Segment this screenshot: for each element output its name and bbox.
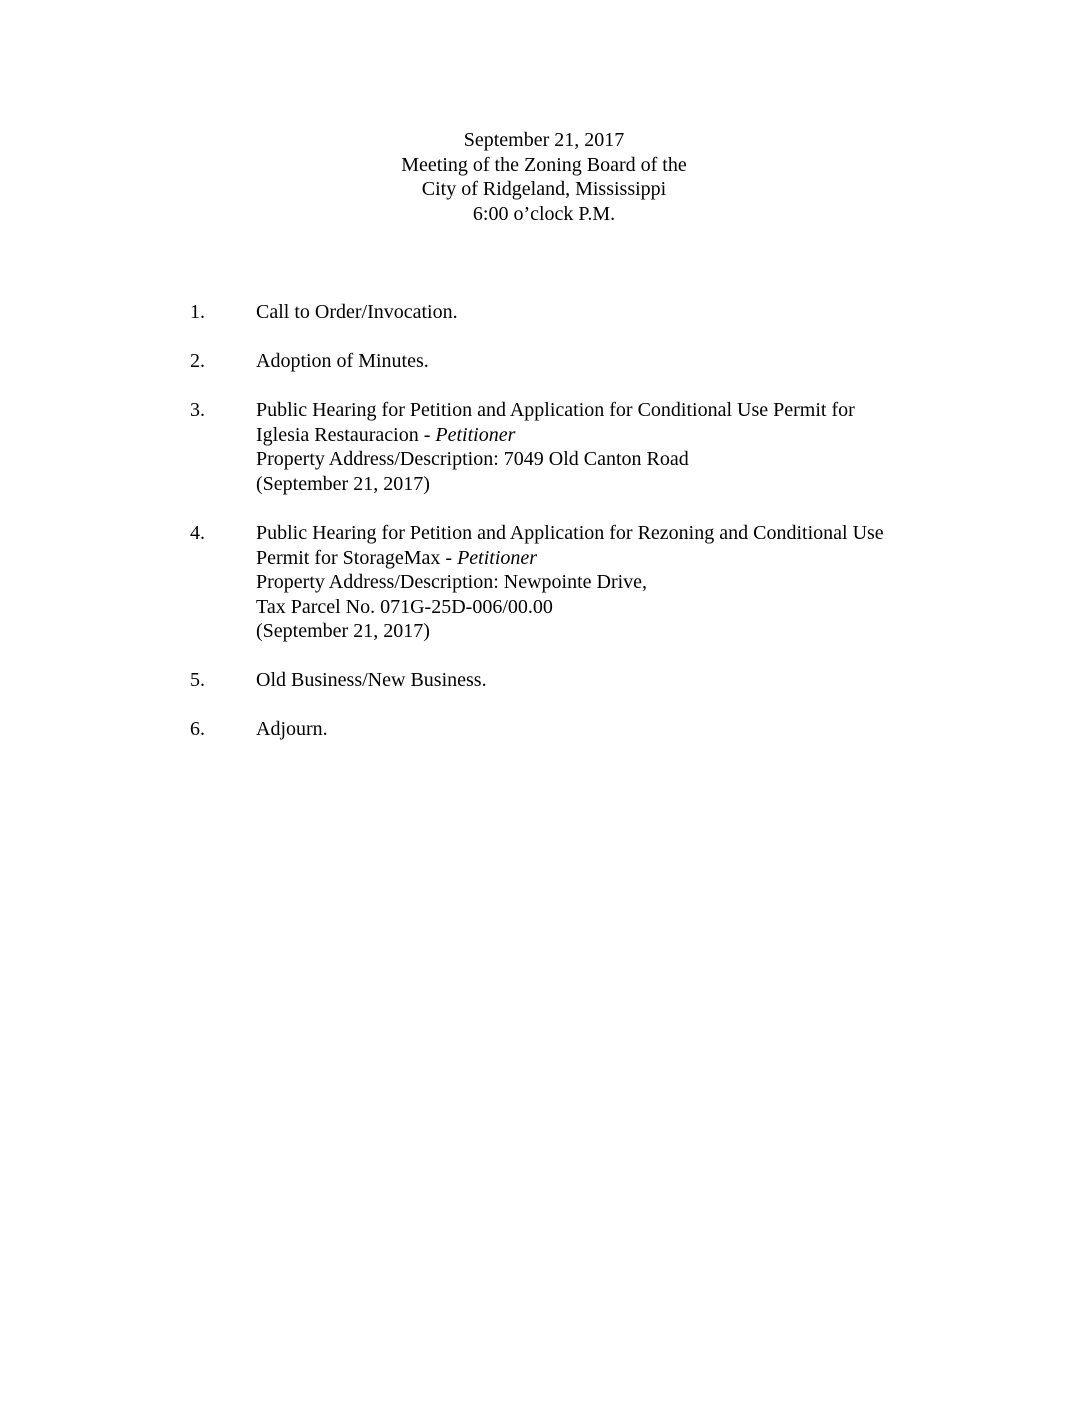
agenda-item-number: 4. [190,522,205,544]
agenda-item-text [256,300,970,325]
agenda-item-text [256,398,970,496]
agenda-item-number: 5. [190,669,205,691]
meeting-title: Meeting of the Zoning Board of the [401,153,687,176]
meeting-header [0,128,1088,226]
petitioner-name: Iglesia Restauracion - [256,423,436,446]
agenda-item-petitioner-line [256,423,970,448]
agenda-item-line: Tax Parcel No. 071G-25D-006/00.00 [256,595,553,618]
agenda-item-line: Call to Order/Invocation. [256,301,458,323]
agenda-item-line: Property Address/Description: Newpointe Drive, [256,571,648,593]
agenda-item-petitioner-line [256,546,970,571]
agenda-item-line: Adjourn. [256,718,328,740]
agenda-item-line: Public Hearing for Petition and Application for Rezoning and Conditional Use [256,522,884,544]
agenda-item-number: 1. [190,301,205,323]
agenda-item-line: (September 21, 2017) [256,620,430,642]
meeting-date: September 21, 2017 [463,129,625,151]
agenda-item-number: 2. [190,350,205,372]
agenda-item-line: (September 21, 2017) [256,472,430,495]
petitioner-label: Petitioner [435,423,516,446]
agenda-item-line: Old Business/New Business. [256,669,487,691]
meeting-city: City of Ridgeland, Mississippi [421,178,667,200]
agenda-item-number: 6. [190,718,205,740]
agenda-item-number: 3. [190,399,205,421]
petitioner-name: Permit for StorageMax - [256,546,458,569]
agenda-item-line: Public Hearing for Petition and Application for Conditional Use Permit for [256,399,855,421]
agenda-item-text [256,521,970,644]
agenda-item-line: Adoption of Minutes. [256,350,429,372]
agenda-item-line: Property Address/Description: 7049 Old Canton Road [256,448,689,470]
meeting-time: 6:00 o’clock P.M. [472,202,616,225]
agenda-item-text [256,349,970,374]
petitioner-label: Petitioner [457,546,538,569]
agenda-item-text [256,668,970,693]
agenda-item-text [256,717,970,742]
